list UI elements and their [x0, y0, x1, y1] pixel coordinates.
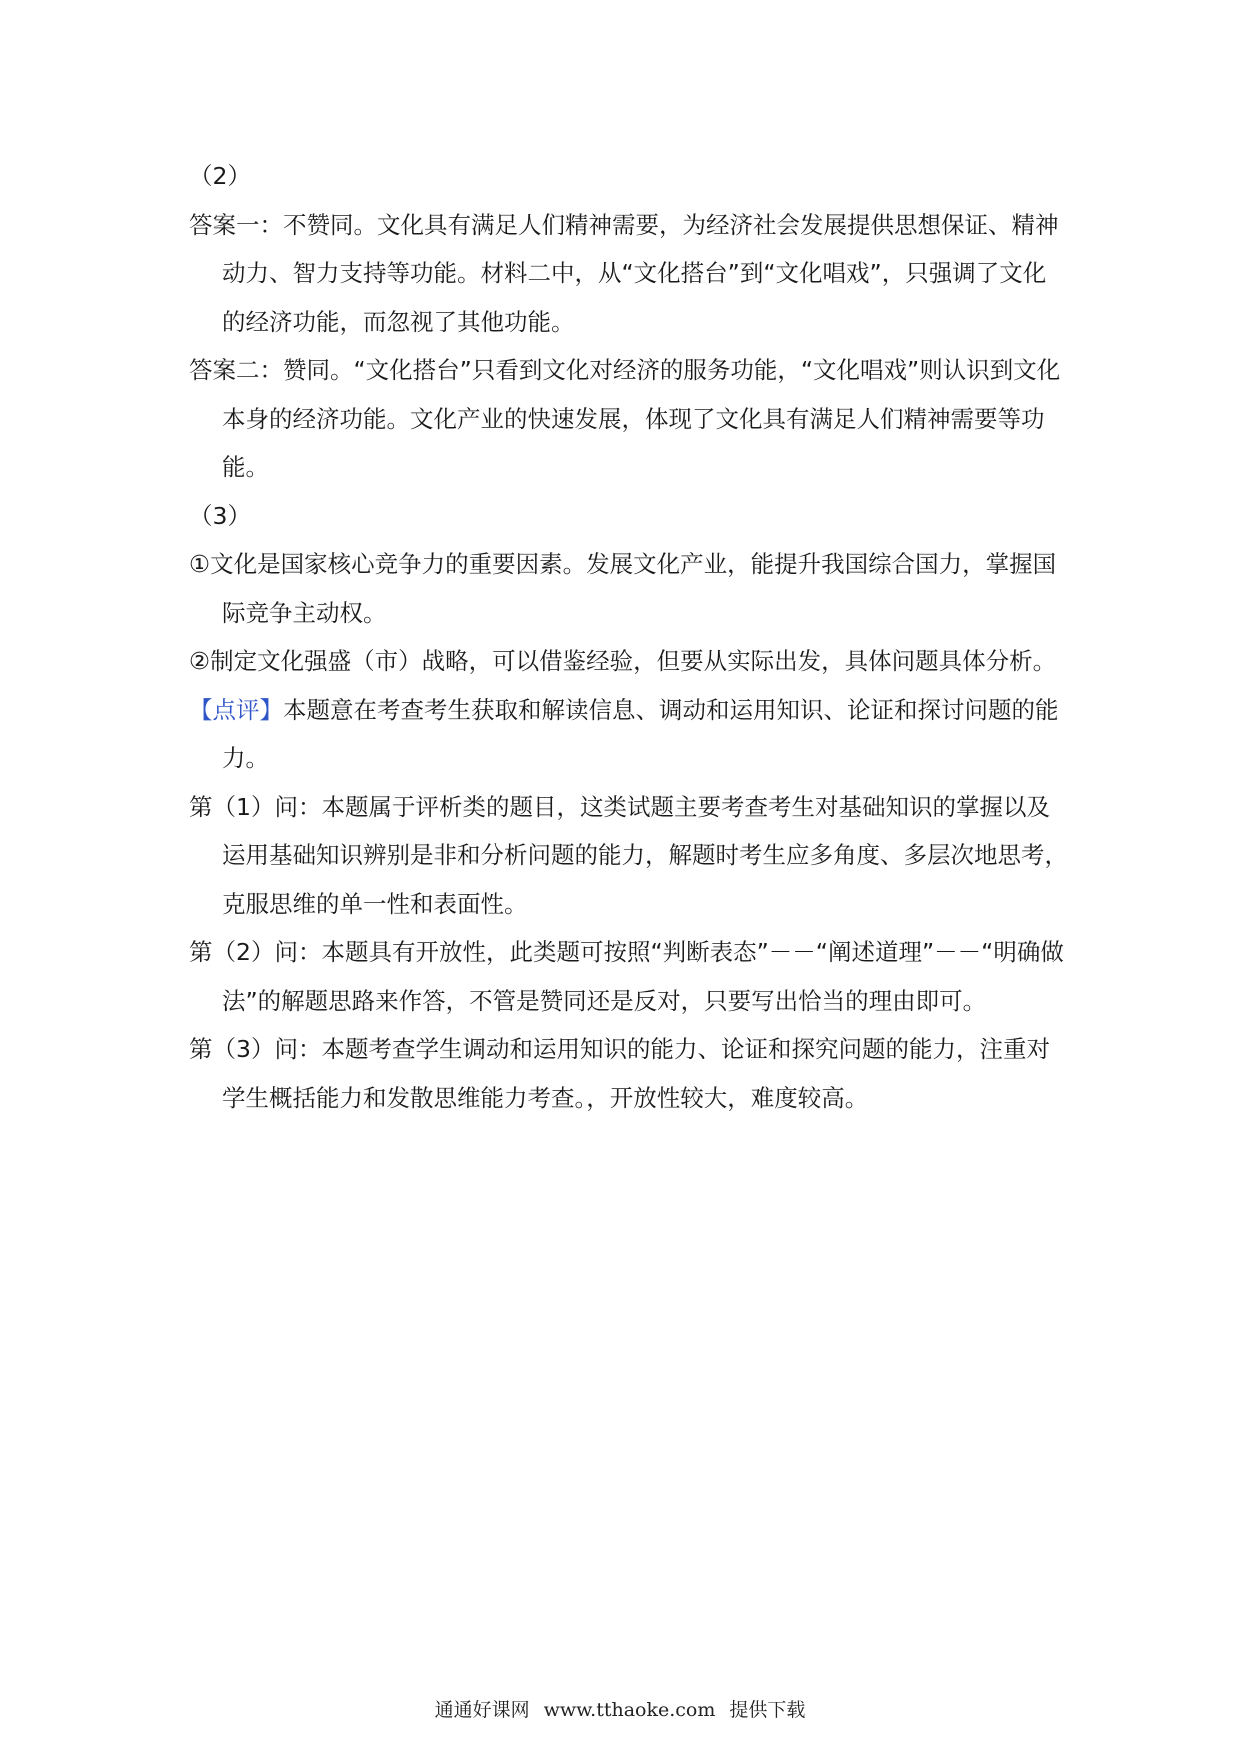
- footer-site-name: 通通好课网: [434, 1699, 530, 1721]
- question-3-point-2: ②制定文化强盛（市）战略，可以借鉴经验，但要从实际出发，具体问题具体分析。: [189, 647, 1057, 675]
- note-question-1: 第（1）问：本题属于评析类的题目，这类试题主要考查考生对基础知识的掌握以及运用基础知识辨别是非和分析问题的能力，解题时考生应多角度、多层次地思考，克服思维的单一性和表面性。: [189, 792, 1068, 918]
- footer-url[interactable]: www.tthaoke.com: [543, 1699, 716, 1721]
- review-tag: 【点评】: [189, 695, 283, 724]
- question-2-label: （2）: [189, 162, 251, 190]
- page-footer: [0, 1695, 1240, 1722]
- question-2-answer-2: 答案二：赞同。“文化搭台”只看到文化对经济的服务功能，“文化唱戏”则认识到文化本身的经济功能。文化产业的快速发展，体现了文化具有满足人们精神需要等功能。: [189, 356, 1061, 481]
- question-3-label: （3）: [189, 501, 251, 530]
- review-text: 本题意在考查考生获取和解读信息、调动和运用知识、论证和探讨问题的能力。: [222, 695, 1059, 772]
- review-paragraph: [189, 686, 1069, 783]
- note-question-3: 第（3）问：本题考查学生调动和运用知识的能力、论证和探究问题的能力，注重对学生概括能力和发散思维能力考查。，开放性较大，难度较高。: [189, 1035, 1050, 1112]
- question-2-answer-1: 答案一：不赞同。文化具有满足人们精神需要，为经济社会发展提供思想保证、精神动力、智力支持等功能。材料二中，从“文化搭台”到“文化唱戏”，只强调了文化的经济功能，而忽视了其他功能。: [189, 210, 1059, 336]
- note-question-2: 第（2）问：本题具有开放性，此类题可按照“判断表态”－－“阐述道理”－－“明确做法”的解题思路来作答，不管是赞同还是反对，只要写出恰当的理由即可。: [189, 938, 1064, 1015]
- question-3-point-1: ①文化是国家核心竞争力的重要因素。发展文化产业，能提升我国综合国力，掌握国际竞争主动权。: [189, 550, 1057, 627]
- document-body: [189, 152, 1069, 1122]
- footer-suffix: 提供下载: [729, 1699, 806, 1721]
